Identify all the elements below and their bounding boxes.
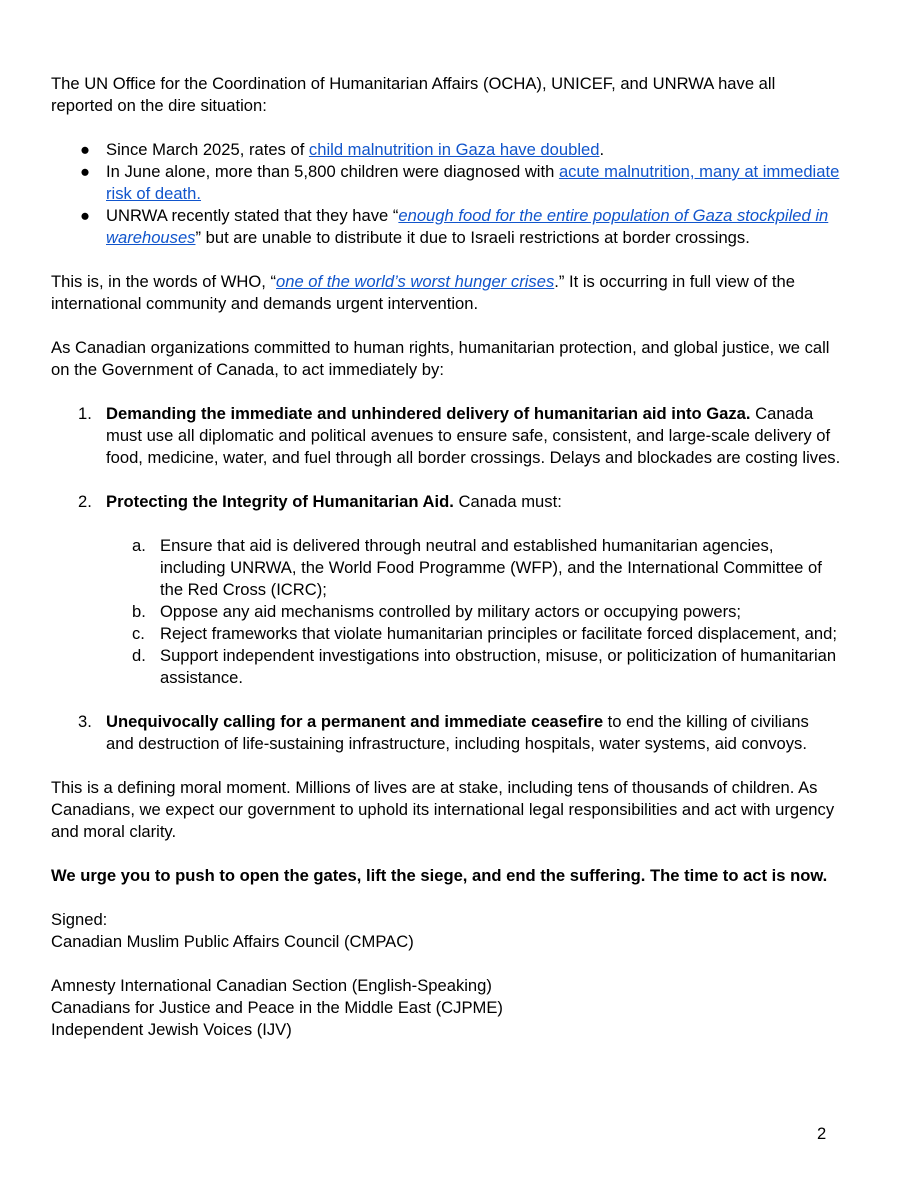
bullet-icon: ● (80, 140, 91, 159)
integrity-sublist (51, 535, 841, 689)
list-number: 2. (78, 492, 92, 511)
list-spacer (51, 469, 841, 491)
bullet-icon: ● (80, 162, 91, 181)
demands-list (51, 403, 841, 513)
bullet-item: ● In June alone, more than 5,800 children were diagnosed with acute malnutrition, many at immediate risk of death. (80, 162, 840, 203)
link-unrwa-food-stockpiled[interactable]: enough food for the entire population of Gaza stockpiled in warehouses (106, 206, 829, 247)
demand-heading: Unequivocally calling for a permanent and immediate ceasefire (106, 712, 604, 731)
list-number: 3. (78, 712, 92, 731)
link-who-hunger-crises[interactable]: one of the world’s worst hunger crises (276, 272, 555, 291)
subitem: b. Oppose any aid mechanisms controlled by military actors or occupying powers; (132, 602, 742, 621)
demand-heading: Protecting the Integrity of Humanitarian Aid. (106, 492, 454, 511)
demand-heading: Demanding the immediate and unhindered delivery of humanitarian aid into Gaza. (106, 404, 751, 423)
who-paragraph: This is, in the words of WHO, “one of the world’s worst hunger crises.” It is occurring in full view of the international community and demands urgent intervention. (51, 272, 795, 313)
bullet-icon: ● (80, 206, 91, 225)
list-number: 1. (78, 404, 92, 423)
subitem: c. Reject frameworks that violate humanitarian principles or facilitate forced displacement, and; (132, 624, 837, 643)
list-letter: c. (132, 624, 145, 643)
bullet-item: ● UNRWA recently stated that they have “enough food for the entire population of Gaza stockpiled in warehouses” but are unable to distribute it due to Israeli restrictions at border crossings. (80, 206, 829, 247)
link-child-malnutrition[interactable]: child malnutrition in Gaza have doubled (308, 140, 600, 159)
link-acute-malnutrition[interactable]: acute malnutrition, many at immediate risk of death. (106, 162, 840, 203)
subitem: d. Support independent investigations into obstruction, misuse, or politicization of humanitarian assistance. (132, 646, 837, 687)
list-letter: d. (132, 646, 146, 665)
subitem: a. Ensure that aid is delivered through neutral and established humanitarian agencies, including UNRWA, the World Food Programme (WFP), and the International Committee of the Red Cross (ICRC); (132, 536, 822, 599)
moral-paragraph: This is a defining moral moment. Millions of lives are at stake, including tens of thousands of children. As Canadians, we expect our government to uphold its international legal responsibilities and act with urgency and moral clarity. (51, 778, 835, 841)
bullet-item: ● Since March 2025, rates of child malnutrition in Gaza have doubled. (80, 140, 605, 159)
page-number: 2 (817, 1124, 827, 1143)
list-letter: a. (132, 536, 146, 555)
situation-bullet-list (51, 139, 841, 249)
demand-item: 2. Protecting the Integrity of Humanitarian Aid. Canada must: (78, 492, 562, 511)
demand-item: 3. Unequivocally calling for a permanent and immediate ceasefire to end the killing of civilians and destruction of life-sustaining infrastructure, including hospitals, water systems, aid convoys. (78, 712, 809, 753)
signatory: Canadian Muslim Public Affairs Council (CMPAC) (51, 932, 414, 951)
demands-list-continued (51, 711, 841, 755)
intro-paragraph: The UN Office for the Coordination of Humanitarian Affairs (OCHA), UNICEF, and UNRWA have all reported on the dire situation: (51, 74, 776, 115)
urge-paragraph: We urge you to push to open the gates, lift the siege, and end the suffering. The time to act is now. (51, 866, 828, 885)
signatory: Independent Jewish Voices (IJV) (51, 1020, 292, 1039)
signatory: Amnesty International Canadian Section (English-Speaking) (51, 976, 492, 995)
signatory: Canadians for Justice and Peace in the Middle East (CJPME) (51, 998, 503, 1017)
call-paragraph: As Canadian organizations committed to human rights, humanitarian protection, and global justice, we call on the Government of Canada, to act immediately by: (51, 338, 830, 379)
document-page (51, 73, 841, 1041)
demand-item: 1. Demanding the immediate and unhindered delivery of humanitarian aid into Gaza. Canada must use all diplomatic and political avenues to ensure safe, consistent, and large-scale delivery of food, medicine, water, and fuel through all border crossings. Delays and blockades are costing lives. (78, 404, 841, 467)
list-letter: b. (132, 602, 146, 621)
signed-label: Signed: (51, 910, 108, 929)
